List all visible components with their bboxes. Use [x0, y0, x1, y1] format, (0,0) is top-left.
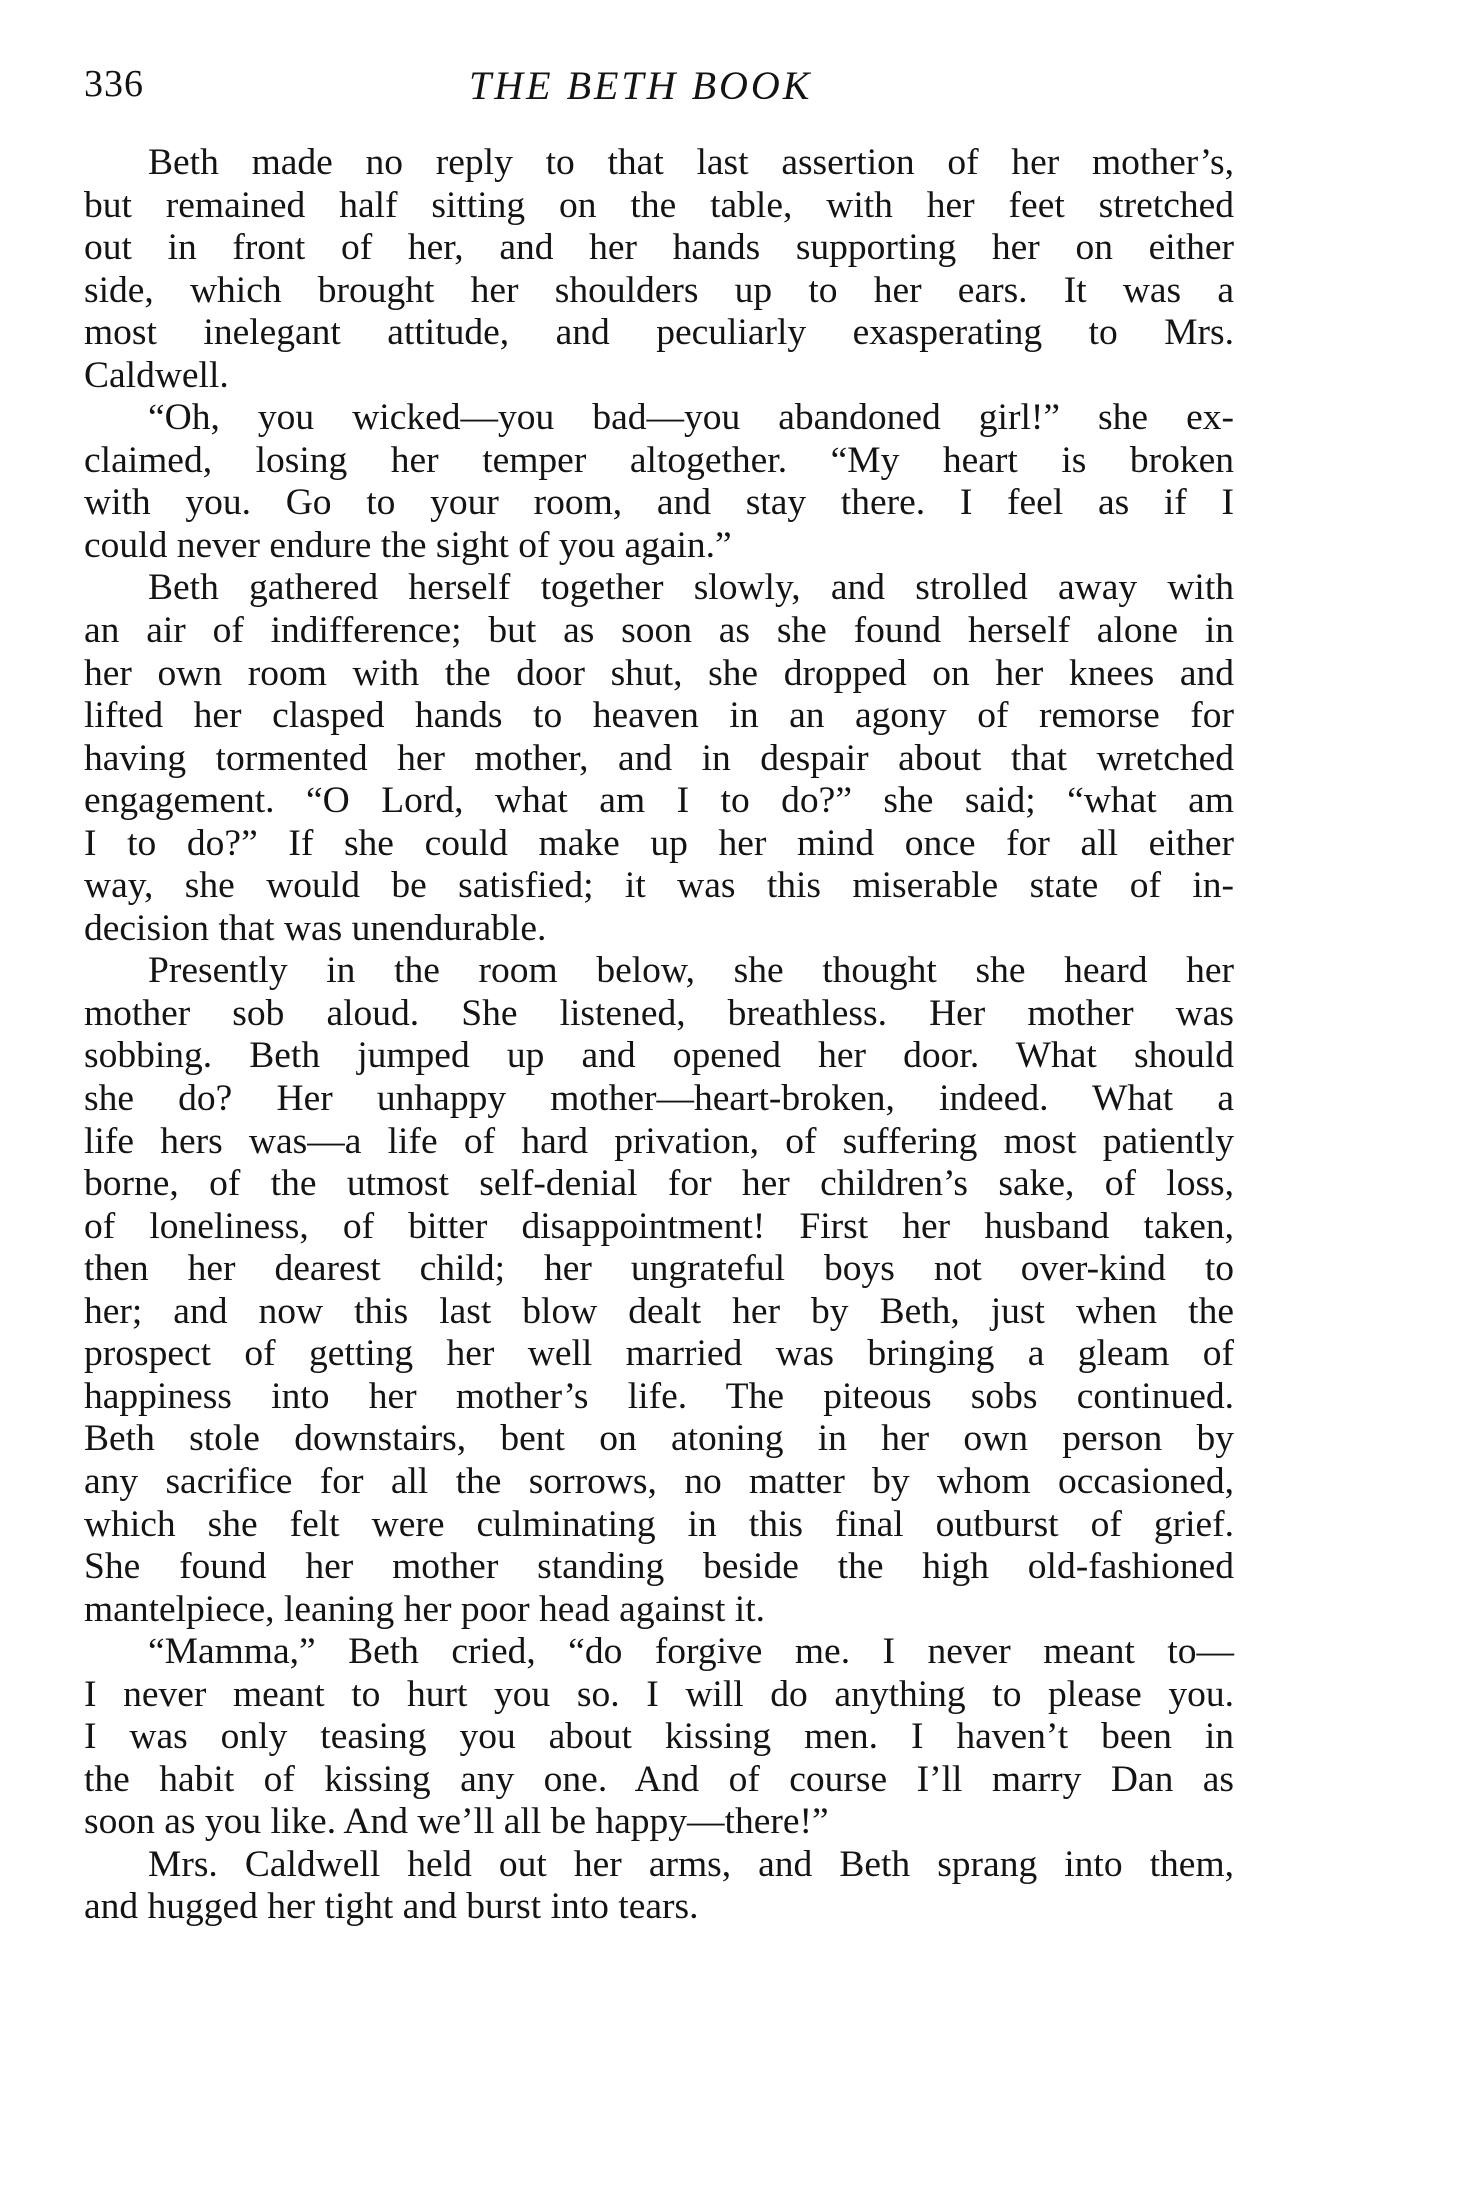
text-line: her; and now this last blow dealt her by Beth, just when the: [84, 1290, 1234, 1332]
text-line: sobbing. Beth jumped up and opened her door. What should: [84, 1035, 1234, 1077]
text-line: “Mamma,” Beth cried, “do forgive me. I never meant to—: [148, 1631, 1234, 1673]
body-text: [84, 142, 1234, 1929]
running-title: THE BETH BOOK: [469, 63, 813, 108]
text-line: which she felt were culminating in this final outburst of grief.: [84, 1503, 1234, 1545]
text-line: could never endure the sight of you again.”: [84, 524, 732, 566]
text-line: and hugged her tight and burst into tears.: [84, 1886, 699, 1928]
text-line: way, she would be satisfied; it was this miserable state of in-: [84, 865, 1234, 907]
text-line: she do? Her unhappy mother—heart-broken, indeed. What a: [84, 1078, 1234, 1120]
text-line: with you. Go to your room, and stay there. I feel as if I: [84, 482, 1234, 524]
text-line: side, which brought her shoulders up to her ears. It was a: [84, 269, 1234, 311]
text-line: out in front of her, and her hands supporting her on either: [84, 227, 1234, 269]
text-line: I to do?” If she could make up her mind once for all either: [84, 822, 1234, 864]
page-number: 336: [84, 63, 144, 105]
text-line: I was only teasing you about kissing men. I haven’t been in: [84, 1716, 1234, 1758]
text-line: Beth gathered herself together slowly, and strolled away with: [148, 567, 1234, 609]
text-line: her own room with the door shut, she dropped on her knees and: [84, 652, 1234, 694]
text-line: engagement. “O Lord, what am I to do?” she said; “what am: [84, 780, 1234, 822]
text-line: Caldwell.: [84, 354, 229, 396]
text-line: lifted her clasped hands to heaven in an agony of remorse for: [84, 695, 1234, 737]
text-line: She found her mother standing beside the high old-fashioned: [84, 1546, 1234, 1588]
text-line: then her dearest child; her ungrateful boys not over-kind to: [84, 1248, 1234, 1290]
text-line: mother sob aloud. She listened, breathless. Her mother was: [84, 992, 1234, 1034]
text-line: decision that was unendurable.: [84, 907, 547, 949]
text-line: having tormented her mother, and in despair about that wretched: [84, 737, 1234, 779]
text-line: prospect of getting her well married was bringing a gleam of: [84, 1333, 1234, 1375]
text-line: Mrs. Caldwell held out her arms, and Beth sprang into them,: [148, 1843, 1234, 1885]
page-header: [84, 62, 1234, 122]
text-line: the habit of kissing any one. And of course I’ll marry Dan as: [84, 1758, 1234, 1800]
text-line: of loneliness, of bitter disappointment! First her husband taken,: [84, 1205, 1234, 1247]
text-line: happiness into her mother’s life. The piteous sobs continued.: [84, 1375, 1234, 1417]
text-line: Presently in the room below, she thought she heard her: [148, 950, 1234, 992]
text-line: claimed, losing her temper altogether. “My heart is broken: [84, 439, 1234, 481]
text-line: an air of indifference; but as soon as she found herself alone in: [84, 610, 1234, 652]
text-line: soon as you like. And we’ll all be happy—there!”: [84, 1801, 829, 1843]
text-line: most inelegant attitude, and peculiarly exasperating to Mrs.: [84, 312, 1234, 354]
text-line: mantelpiece, leaning her poor head against it.: [84, 1588, 765, 1630]
text-line: borne, of the utmost self-denial for her children’s sake, of loss,: [84, 1163, 1234, 1205]
text-line: Beth made no reply to that last assertion of her mother’s,: [148, 142, 1234, 183]
text-line: “Oh, you wicked—you bad—you abandoned girl!” she ex-: [148, 397, 1234, 439]
text-line: life hers was—a life of hard privation, of suffering most patiently: [84, 1120, 1234, 1162]
text-line: but remained half sitting on the table, with her feet stretched: [84, 184, 1234, 226]
text-line: any sacrifice for all the sorrows, no matter by whom occasioned,: [84, 1460, 1234, 1502]
text-line: I never meant to hurt you so. I will do anything to please you.: [84, 1673, 1234, 1715]
text-line: Beth stole downstairs, bent on atoning in her own person by: [84, 1418, 1234, 1460]
